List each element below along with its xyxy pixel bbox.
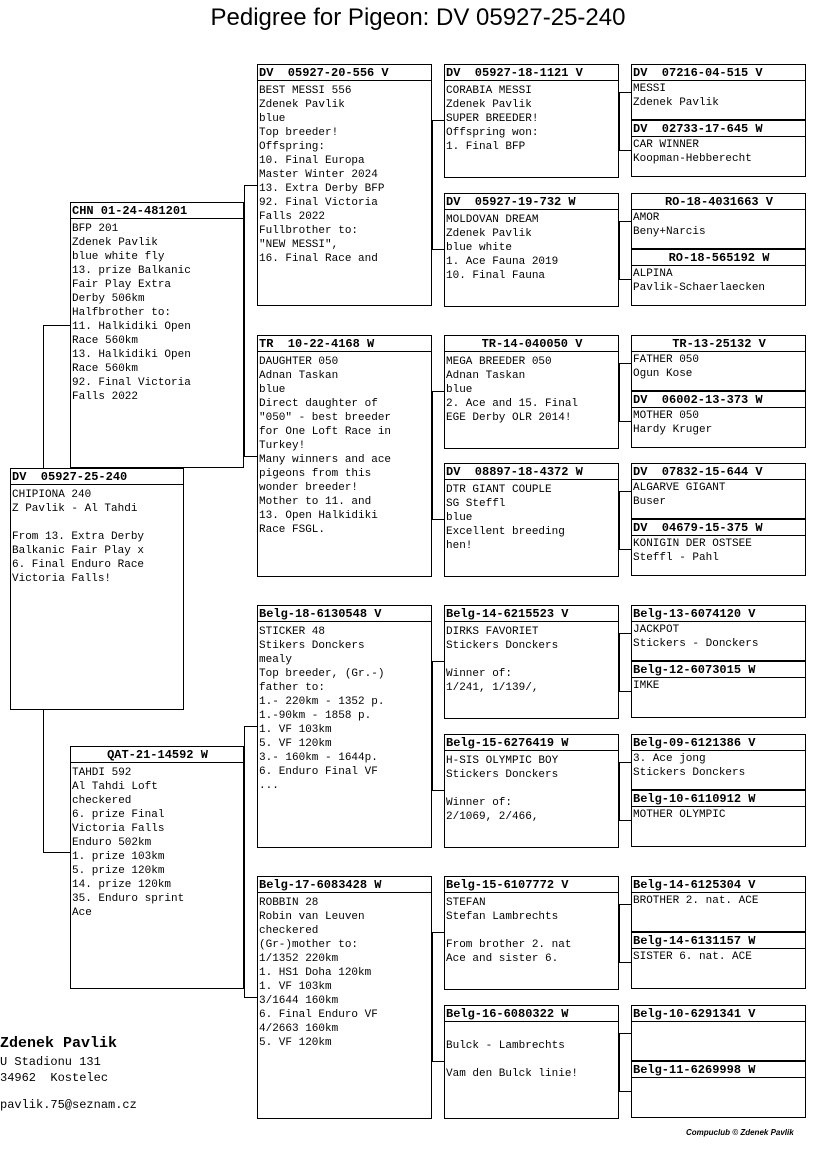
detail-line: MOTHER OLYMPIC — [633, 809, 726, 821]
detail-line: 3. Ace jong — [633, 753, 706, 765]
detail-line — [446, 1052, 618, 1066]
connector-line — [244, 726, 257, 727]
detail-line: 1.-90km - 1858 p. — [259, 710, 372, 722]
detail-line: 4/2663 160km — [259, 1023, 339, 1035]
pigeon-details — [632, 536, 805, 565]
connector-line — [432, 790, 444, 791]
detail-line: Al Tahdi Loft — [72, 781, 158, 793]
pigeon-details — [632, 622, 805, 651]
connector-line — [619, 762, 620, 820]
pigeon-card-sds — [444, 335, 619, 449]
connector-line — [432, 932, 433, 1061]
connector-line — [43, 325, 70, 326]
connector-line — [619, 633, 631, 634]
detail-line — [12, 515, 183, 529]
connector-line — [432, 661, 433, 790]
ring-number: TR-13-25132 V — [632, 336, 805, 352]
connector-line — [619, 92, 620, 150]
connector-line — [619, 691, 631, 692]
detail-line: Winner of: — [446, 797, 513, 809]
detail-line: 2/1069, 2/466, — [446, 811, 539, 823]
connector-line — [244, 185, 257, 186]
ring-number: Belg-09-6121386 V — [632, 735, 805, 751]
detail-line: "NEW MESSI", — [259, 239, 339, 251]
detail-line: STEFAN — [446, 897, 486, 909]
detail-line: Zdenek Pavlik — [633, 97, 719, 109]
detail-line: 1. VF 103km — [259, 724, 332, 736]
detail-line: CHIPIONA 240 — [12, 489, 92, 501]
detail-line: 5. prize 120km — [72, 865, 165, 877]
detail-line: blue white — [446, 242, 513, 254]
connector-line — [432, 120, 444, 121]
pigeon-card-ssd — [444, 193, 619, 307]
detail-line: 6. Final Enduro Race — [12, 559, 145, 571]
detail-line: Stefan Lambrechts — [446, 911, 559, 923]
connector-line — [619, 221, 620, 279]
pigeon-details — [258, 352, 431, 536]
detail-line — [446, 1024, 618, 1038]
page-title: Pedigree for Pigeon: DV 05927-25-240 — [210, 4, 626, 31]
detail-line: blue — [259, 384, 286, 396]
detail-line: Fair Play Extra — [72, 279, 172, 291]
pigeon-card-dsd — [444, 734, 619, 848]
pigeon-card-subject — [10, 468, 184, 710]
connector-line — [432, 391, 444, 392]
detail-line: MOLDOVAN DREAM — [446, 214, 539, 226]
detail-line: Top breeder, (Gr.-) — [259, 668, 385, 680]
detail-line: Zdenek Pavlik — [259, 99, 345, 111]
breeder-email: pavlik.75@seznam.cz — [0, 1098, 137, 1112]
detail-line: ROBBIN 28 — [259, 897, 319, 909]
ring-number: DV 05927-19-732 W — [445, 194, 618, 210]
detail-line: 3.- 160km - 1644p. — [259, 752, 378, 764]
pigeon-card-g1 — [631, 64, 806, 120]
detail-line: 10. Final Europa — [259, 155, 365, 167]
detail-line: 14. prize 120km — [72, 879, 172, 891]
detail-line: 3/1644 160km — [259, 995, 339, 1007]
detail-line: BROTHER 2. nat. ACE — [633, 895, 759, 907]
ring-number: Belg-15-6276419 W — [445, 735, 618, 751]
detail-line: Steffl - Pahl — [633, 552, 719, 564]
pigeon-details — [71, 763, 243, 919]
ring-number: Belg-17-6083428 W — [258, 877, 431, 893]
detail-line: Adnan Taskan — [446, 370, 526, 382]
detail-line: Falls 2022 — [72, 391, 139, 403]
detail-line: SUPER BREEDER! — [446, 113, 539, 125]
detail-line: Direct daughter of — [259, 398, 378, 410]
detail-line: Enduro 502km — [72, 837, 152, 849]
detail-line: Zdenek Pavlik — [446, 99, 532, 111]
detail-line: Master Winter 2024 — [259, 169, 378, 181]
pigeon-details — [632, 949, 805, 964]
detail-line: STICKER 48 — [259, 626, 326, 638]
pigeon-details — [445, 1022, 618, 1080]
detail-line: Stickers Donckers — [446, 640, 559, 652]
detail-line: 1. HS1 Doha 120km — [259, 967, 372, 979]
detail-line: Zdenek Pavlik — [446, 228, 532, 240]
detail-line: 6. prize Final — [72, 809, 165, 821]
ring-number: Belg-16-6080322 W — [445, 1006, 618, 1022]
ring-number: Belg-10-6291341 V — [632, 1006, 805, 1022]
detail-line: 1/241, 1/139/, — [446, 682, 539, 694]
ring-number: DV 05927-18-1121 V — [445, 65, 618, 81]
pigeon-details — [632, 408, 805, 437]
detail-line: IMKE — [633, 680, 660, 692]
ring-number: QAT-21-14592 W — [71, 747, 243, 763]
breeder-city: 34962 Kostelec — [0, 1071, 109, 1085]
detail-line: 13. Extra Derby BFP — [259, 183, 385, 195]
ring-number: CHN 01-24-481201 — [71, 203, 243, 219]
pigeon-card-sss — [444, 64, 619, 178]
connector-line — [619, 363, 631, 364]
detail-line: Vam den Bulck linie! — [446, 1068, 579, 1080]
detail-line: Stickers Donckers — [446, 769, 559, 781]
connector-line — [244, 726, 245, 997]
detail-line: DAUGHTER 050 — [259, 356, 339, 368]
pigeon-card-g3 — [631, 193, 806, 249]
ring-number: DV 07832-15-644 V — [632, 464, 805, 480]
ring-number: DV 02733-17-645 W — [632, 121, 805, 137]
pigeon-details — [632, 210, 805, 239]
connector-line — [619, 421, 631, 422]
ring-number: Belg-10-6110912 W — [632, 791, 805, 807]
detail-line: CAR WINNER — [633, 139, 700, 151]
ring-number: Belg-12-6073015 W — [632, 662, 805, 678]
pigeon-card-dds — [444, 876, 619, 990]
connector-line — [619, 363, 620, 421]
pigeon-card-sire — [70, 202, 244, 468]
detail-line: Mother to 11. and — [259, 496, 372, 508]
detail-line: 92. Final Victoria — [259, 197, 378, 209]
pigeon-details — [445, 210, 618, 282]
connector-line — [432, 661, 444, 662]
pigeon-details — [632, 81, 805, 110]
detail-line: 92. Final Victoria — [72, 377, 191, 389]
connector-line — [619, 1033, 620, 1091]
detail-line: father to: — [259, 682, 326, 694]
pigeon-details — [632, 266, 805, 295]
pigeon-card-dd — [257, 876, 432, 1119]
pigeon-details — [445, 622, 618, 694]
pigeon-card-g11 — [631, 734, 806, 790]
pigeon-details — [445, 480, 618, 552]
ring-number: Belg-15-6107772 V — [445, 877, 618, 893]
connector-line — [244, 185, 245, 456]
detail-line: Ace and sister 6. — [446, 953, 559, 965]
pigeon-card-g15 — [631, 1005, 806, 1061]
ring-number: TR 10-22-4168 W — [258, 336, 431, 352]
detail-line: Z Pavlik - Al Tahdi — [12, 503, 138, 515]
detail-line: MEGA BREEDER 050 — [446, 356, 552, 368]
pigeon-details — [445, 81, 618, 153]
ring-number: RO-18-565192 W — [632, 250, 805, 266]
connector-line — [619, 279, 631, 280]
connector-line — [43, 852, 70, 853]
detail-line: 5. VF 120km — [259, 738, 332, 750]
detail-line: Victoria Falls — [72, 823, 165, 835]
detail-line: CORABIA MESSI — [446, 85, 532, 97]
pigeon-card-g8 — [631, 519, 806, 576]
detail-line: for One Loft Race in — [259, 426, 392, 438]
ring-number: Belg-13-6074120 V — [632, 606, 805, 622]
detail-line: Adnan Taskan — [259, 370, 339, 382]
connector-line — [619, 1091, 631, 1092]
detail-line: Halfbrother to: — [72, 307, 172, 319]
detail-line: 16. Final Race and — [259, 253, 378, 265]
detail-line: Falls 2022 — [259, 211, 326, 223]
ring-number: TR-14-040050 V — [445, 336, 618, 352]
pigeon-card-ds — [257, 605, 432, 848]
detail-line: KONIGIN DER OSTSEE — [633, 538, 752, 550]
breeder-contact — [0, 1034, 137, 1113]
detail-line: MOTHER 050 — [633, 410, 700, 422]
detail-line: 13. Open Halkidiki — [259, 510, 378, 522]
detail-line: Derby 506km — [72, 293, 145, 305]
pigeon-details — [445, 751, 618, 823]
detail-line: blue — [446, 384, 473, 396]
pigeon-card-g2 — [631, 120, 806, 177]
ring-number: Belg-14-6131157 W — [632, 933, 805, 949]
detail-line: checkered — [72, 795, 132, 807]
ring-number: DV 08897-18-4372 W — [445, 464, 618, 480]
detail-line: Offspring: — [259, 141, 326, 153]
connector-line — [432, 932, 444, 933]
detail-line: BFP 201 — [72, 223, 119, 235]
pigeon-card-g4 — [631, 249, 806, 306]
pigeon-details — [632, 137, 805, 166]
ring-number: Belg-11-6269998 W — [632, 1062, 805, 1078]
pigeon-card-g7 — [631, 463, 806, 519]
ring-number: DV 04679-15-375 W — [632, 520, 805, 536]
pigeon-card-g13 — [631, 876, 806, 932]
detail-line: DIRKS FAVORIET — [446, 626, 539, 638]
pigeon-card-g5 — [631, 335, 806, 391]
detail-line — [446, 652, 618, 666]
connector-line — [619, 762, 631, 763]
detail-line: Turkey! — [259, 440, 306, 452]
breeder-street: U Stadionu 131 — [0, 1055, 101, 1069]
connector-line — [619, 633, 620, 691]
pigeon-card-sd — [257, 335, 432, 577]
connector-line — [619, 549, 631, 550]
pigeon-details — [445, 352, 618, 424]
pigeon-card-g14 — [631, 932, 806, 989]
detail-line: Top breeder! — [259, 127, 339, 139]
pigeon-details — [632, 480, 805, 509]
detail-line: 11. Halkidiki Open — [72, 321, 191, 333]
connector-line — [432, 391, 433, 519]
detail-line: AMOR — [633, 212, 660, 224]
connector-line — [244, 456, 257, 457]
detail-line: 35. Enduro sprint — [72, 893, 185, 905]
pigeon-details — [632, 352, 805, 381]
detail-line: DTR GIANT COUPLE — [446, 484, 552, 496]
detail-line: ALGARVE GIGANT — [633, 482, 726, 494]
connector-line — [619, 92, 631, 93]
detail-line: Beny+Narcis — [633, 226, 706, 238]
ring-number: DV 07216-04-515 V — [632, 65, 805, 81]
detail-line: Ace — [72, 907, 92, 919]
detail-line: wonder breeder! — [259, 482, 359, 494]
connector-line — [619, 1033, 631, 1034]
detail-line: EGE Derby OLR 2014! — [446, 412, 572, 424]
pigeon-card-sdd — [444, 463, 619, 577]
detail-line: (Gr-)mother to: — [259, 939, 359, 951]
detail-line: 5. VF 120km — [259, 1037, 332, 1049]
detail-line: 1. Final BFP — [446, 141, 526, 153]
pigeon-details — [632, 807, 805, 822]
detail-line: Buser — [633, 496, 667, 508]
connector-line — [619, 491, 620, 549]
detail-line: blue white fly — [72, 251, 165, 263]
detail-line: Fullbrother to: — [259, 225, 359, 237]
detail-line: BEST MESSI 556 — [259, 85, 352, 97]
detail-line: 13. Halkidiki Open — [72, 349, 191, 361]
detail-line: ALPINA — [633, 268, 673, 280]
connector-line — [244, 997, 257, 998]
detail-line: Bulck - Lambrechts — [446, 1040, 565, 1052]
detail-line: 2. Ace and 15. Final — [446, 398, 579, 410]
ring-number: Belg-18-6130548 V — [258, 606, 431, 622]
pigeon-details — [632, 1078, 805, 1079]
pigeon-card-g10 — [631, 661, 806, 718]
connector-line — [432, 1061, 444, 1062]
detail-line: Pavlik-Schaerlaecken — [633, 282, 766, 294]
pigeon-details — [258, 622, 431, 792]
detail-line: "050" - best breeder — [259, 412, 392, 424]
detail-line: 1. prize 103km — [72, 851, 165, 863]
detail-line: Race 560km — [72, 335, 139, 347]
pigeon-card-ss — [257, 64, 432, 306]
detail-line: ... — [259, 780, 279, 792]
software-credit: Compuclub © Zdenek Pavlik — [686, 1128, 794, 1137]
pigeon-card-g12 — [631, 790, 806, 847]
connector-line — [619, 820, 631, 821]
connector-line — [619, 962, 631, 963]
detail-line: mealy — [259, 654, 293, 666]
detail-line: Robin van Leuven — [259, 911, 365, 923]
connector-line — [619, 221, 631, 222]
detail-line: 6. Final Enduro VF — [259, 1009, 378, 1021]
detail-line: 1. Ace Fauna 2019 — [446, 256, 559, 268]
detail-line: Victoria Falls! — [12, 573, 112, 585]
detail-line: Stikers Donckers — [259, 640, 365, 652]
detail-line: Stickers - Donckers — [633, 638, 759, 650]
connector-line — [432, 519, 444, 520]
pigeon-details — [11, 485, 183, 585]
detail-line: 1/1352 220km — [259, 953, 339, 965]
detail-line: hen! — [446, 540, 473, 552]
detail-line: MESSI — [633, 83, 667, 95]
detail-line: Race FSGL. — [259, 524, 326, 536]
pigeon-card-ddd — [444, 1005, 619, 1119]
ring-number: RO-18-4031663 V — [632, 194, 805, 210]
connector-line — [43, 710, 44, 852]
detail-line: Koopman-Hebberecht — [633, 153, 752, 165]
pigeon-details — [258, 893, 431, 1049]
detail-line: Zdenek Pavlik — [72, 237, 158, 249]
connector-line — [619, 904, 631, 905]
detail-line: checkered — [259, 925, 319, 937]
detail-line: Many winners and ace — [259, 454, 392, 466]
detail-line: Winner of: — [446, 668, 513, 680]
connector-line — [619, 904, 620, 962]
detail-line: 1.- 220km - 1352 p. — [259, 696, 385, 708]
detail-line: TAHDI 592 — [72, 767, 132, 779]
pigeon-card-g6 — [631, 391, 806, 448]
ring-number: Belg-14-6215523 V — [445, 606, 618, 622]
ring-number: DV 06002-13-373 W — [632, 392, 805, 408]
detail-line: 10. Final Fauna — [446, 270, 546, 282]
connector-line — [432, 249, 444, 250]
pigeon-details — [71, 219, 243, 403]
detail-line: Excellent breeding — [446, 526, 565, 538]
pigeon-details — [632, 751, 805, 780]
detail-line — [446, 781, 618, 795]
detail-line — [446, 923, 618, 937]
connector-line — [43, 325, 44, 468]
pigeon-card-g9 — [631, 605, 806, 661]
pigeon-card-dss — [444, 605, 619, 719]
detail-line: Offspring won: — [446, 127, 539, 139]
pigeon-details — [632, 1022, 805, 1023]
detail-line: pigeons from this — [259, 468, 372, 480]
detail-line: 1. VF 103km — [259, 981, 332, 993]
pigeon-details — [258, 81, 431, 265]
connector-line — [619, 150, 631, 151]
pigeon-details — [632, 678, 805, 693]
ring-number: Belg-14-6125304 V — [632, 877, 805, 893]
detail-line: From 13. Extra Derby — [12, 531, 145, 543]
detail-line: From brother 2. nat — [446, 939, 572, 951]
pigeon-details — [445, 893, 618, 965]
detail-line: Hardy Kruger — [633, 424, 713, 436]
ring-number: DV 05927-25-240 — [11, 469, 183, 485]
detail-line: SG Steffl — [446, 498, 506, 510]
detail-line: Race 560km — [72, 363, 139, 375]
pigeon-details — [632, 893, 805, 908]
breeder-name: Zdenek Pavlik — [0, 1035, 118, 1052]
detail-line: 6. Enduro Final VF — [259, 766, 378, 778]
pigeon-card-dam — [70, 746, 244, 989]
detail-line: H-SIS OLYMPIC BOY — [446, 755, 559, 767]
detail-line: Stickers Donckers — [633, 767, 746, 779]
detail-line: blue — [259, 113, 286, 125]
detail-line: FATHER 050 — [633, 354, 700, 366]
detail-line: JACKPOT — [633, 624, 680, 636]
detail-line: 13. prize Balkanic — [72, 265, 191, 277]
detail-line: Ogun Kose — [633, 368, 693, 380]
connector-line — [432, 120, 433, 249]
detail-line: Balkanic Fair Play x — [12, 545, 145, 557]
ring-number: DV 05927-20-556 V — [258, 65, 431, 81]
detail-line: blue — [446, 512, 473, 524]
detail-line: SISTER 6. nat. ACE — [633, 951, 752, 963]
pigeon-card-g16 — [631, 1061, 806, 1118]
connector-line — [619, 491, 631, 492]
